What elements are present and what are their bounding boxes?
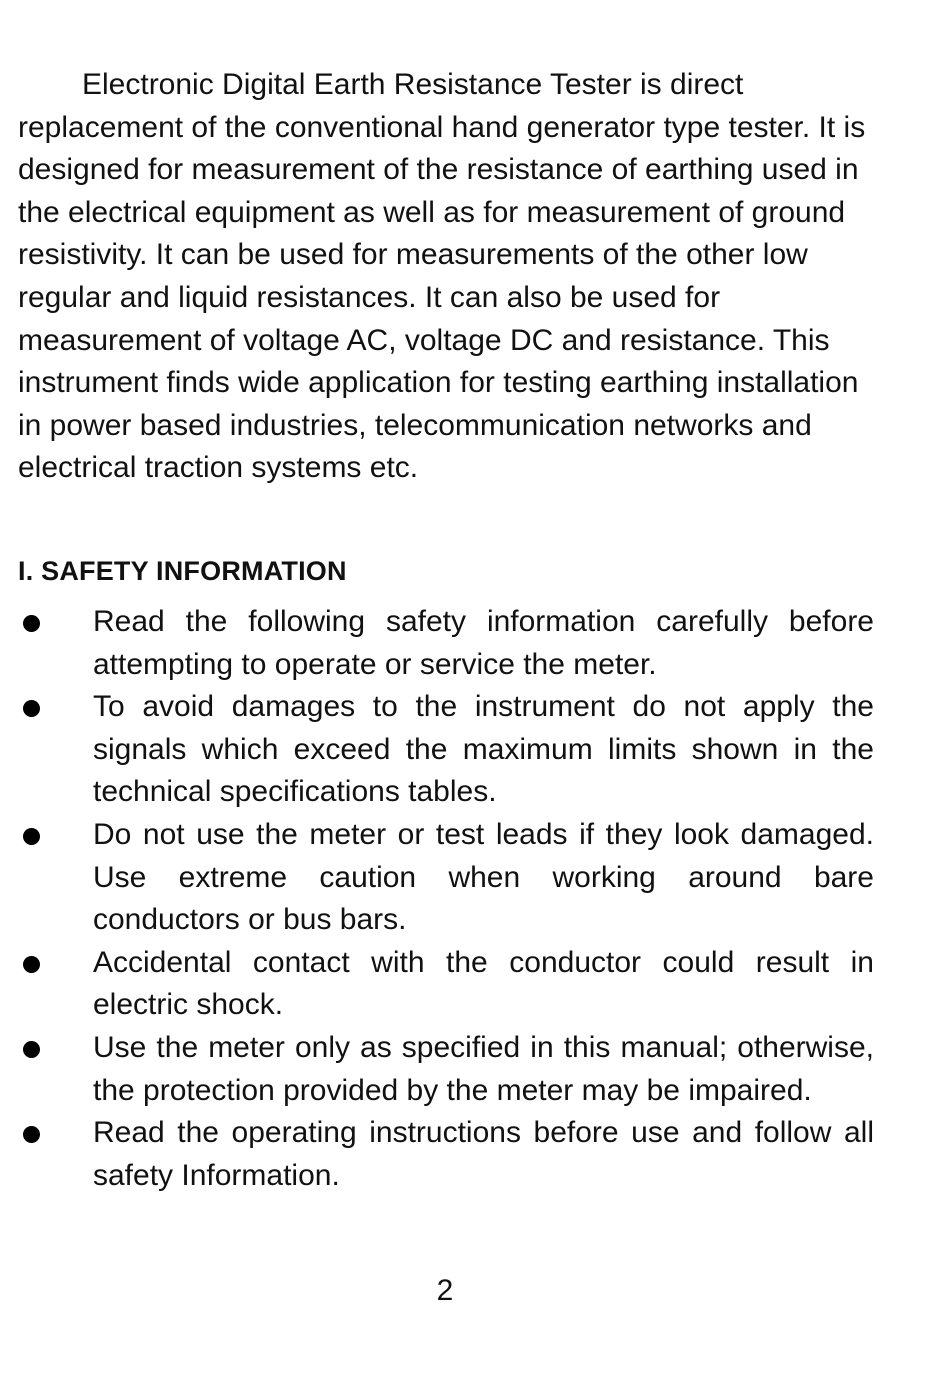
- document-page: [18, 64, 874, 1192]
- bullet-dot-icon: [23, 1041, 40, 1058]
- safety-bullet-item: [18, 601, 874, 686]
- safety-bullet-text: Read the operating instructions before use and follow all safety Information.: [93, 1116, 874, 1192]
- bullet-dot-icon: [23, 615, 40, 632]
- safety-bullet-text: To avoid damages to the instrument do not apply the signals which exceed the maximum limits shown in the technical specifications tables.: [93, 690, 874, 809]
- safety-bullet-text: Read the following safety information carefully before attempting to operate or service the meter.: [93, 605, 874, 681]
- safety-bullet-item: [18, 1112, 874, 1197]
- safety-bullet-item: [18, 942, 874, 1027]
- bullet-dot-icon: [23, 956, 40, 973]
- bullet-dot-icon: [23, 1126, 40, 1143]
- bullet-dot-icon: [23, 828, 40, 845]
- intro-paragraph: Electronic Digital Earth Resistance Tester is direct replacement of the conventional hand generator type tester. It is designed for measurement of the resistance of earthing used in the electrical equipment as well as for measurement of ground resistivity. It can be used for measurements of the other low regular and liquid resistances. It can also be used for measurement of voltage AC, voltage DC and resistance. This instrument finds wide application for testing earthing installation in power based industries, telecommunication networks and electrical traction systems etc.: [18, 68, 866, 485]
- safety-bullet-item: [18, 814, 874, 942]
- bullet-dot-icon: [23, 700, 40, 717]
- safety-bullet-text: Accidental contact with the conductor could result in electric shock.: [93, 945, 874, 1022]
- safety-bullet-text: Use the meter only as specified in this manual; otherwise, the protection provided by the meter may be impaired.: [93, 1030, 874, 1107]
- safety-bullet-text: Do not use the meter or test leads if they look damaged. Use extreme caution when working around bare conductors or bus bars.: [93, 817, 874, 937]
- safety-bullet-item: [18, 686, 874, 814]
- page-number: 2: [436, 1274, 454, 1307]
- section-heading-safety-information: I. SAFETY INFORMATION: [18, 556, 347, 586]
- safety-bullet-list: [18, 601, 874, 1197]
- safety-bullet-item: [18, 1027, 874, 1112]
